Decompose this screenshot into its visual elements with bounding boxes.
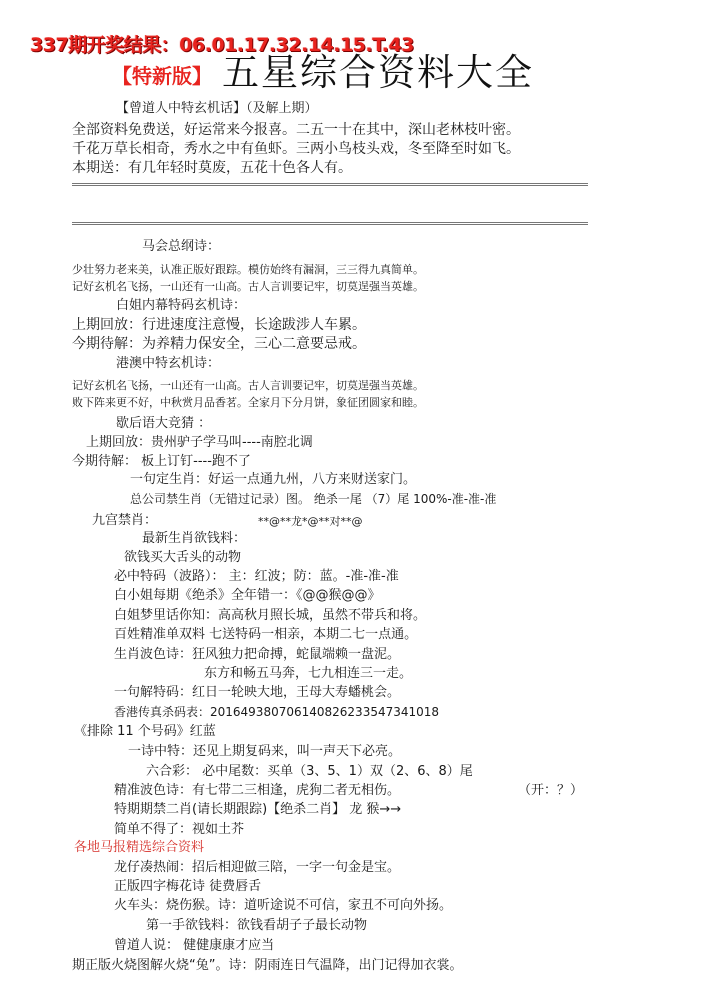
jiugong-label: 九宫禁肖：	[92, 513, 158, 528]
latest-value: 欲钱买大舌头的动物	[124, 550, 242, 565]
baixiaojie: 白小姐每期《绝杀》全年错一：《@@猴@@》	[114, 588, 381, 603]
intro-line-2: 千花万草长相奇，秀水之中有鱼虾。三两小鸟枝头戏，冬至降至时如飞。	[72, 141, 520, 157]
baijie-heading: 白姐内幕特码玄机诗：	[116, 298, 247, 313]
kai: （开：？）	[518, 783, 584, 798]
zengdaoren: 曾道人说： 健健康康才应当	[114, 938, 275, 953]
yishi: 一诗中特：还见上期复码来，叫一声天下必亮。	[128, 744, 402, 759]
yijuding: 一句定生肖：好运一点通九州，八方来财送家门。	[130, 472, 417, 487]
techu: 特期期禁二肖(请长期跟踪)【绝杀二肖】 龙 猴→→	[114, 802, 402, 817]
jinsheng: 总公司禁生肖（无错过记录）图。 绝杀一尾 （7）尾 100%-准-准-准	[130, 492, 497, 506]
intro-line-3: 本期送：有几年轻时莫废，五花十色各人有。	[72, 160, 352, 176]
divider-1	[72, 183, 588, 189]
zhengban: 正版四字梅花诗 徒费唇舌	[114, 879, 262, 894]
jiandan: 简单不得了：视如土芥	[114, 822, 245, 837]
intro-heading: 【曾道人中特玄机话】（及解上期）	[116, 101, 318, 116]
xiehouyu-heading: 歇后语大竞猜 ：	[116, 416, 212, 431]
yijujie: 一句解特码：红日一轮映大地，王母大寿蟠桃会。	[114, 685, 401, 700]
longzai: 龙仔凑热闹：招后相迎做三陪，一字一句金是宝。	[114, 860, 401, 875]
gedi-heading: 各地马报精选综合资料	[74, 840, 205, 855]
mengyu: 白姐梦里话你知：高高秋月照长城，虽然不带兵和将。	[114, 608, 427, 623]
liuhecai: 六合彩： 必中尾数：买单（3、5、1）双（2、6、8）尾	[146, 764, 473, 779]
hkmacau-line-2: 败下阵来更不好，中秋赏月品香茗。全家月下分月饼，象征团圆家和睦。	[72, 396, 424, 409]
jiugong-value: **@**龙*@**对**@	[258, 515, 363, 528]
shengxiao-bose-1: 生肖波色诗：狂风独力把命搏，蛇鼠端赖一盘泥。	[114, 647, 401, 662]
page-title: 五星综合资料大全	[222, 51, 534, 94]
horse-line-2: 记好玄机名飞扬，一山还有一山高。古人言训要记牢，切莫逞强当英雄。	[72, 280, 424, 293]
huoche: 火车头：烧伤猴。诗：道听途说不可信，家丑不可向外扬。	[114, 898, 453, 913]
xiehouyu-last: 上期回放：贵州驴子学马叫----南腔北调	[86, 435, 313, 450]
hk-code: 香港传真杀码表：20164938070614082623354734​1018	[114, 705, 440, 719]
huoshao: 期正版火烧图解火烧“兔”。诗：阴雨连日气温降，出门记得加衣裳。	[72, 958, 463, 973]
draw-result-banner: 337期开奖结果：06.01.17.32.14.15.T.43	[30, 34, 414, 56]
baijie-now: 今期待解：为养精力保安全，三心二意要忌戒。	[72, 336, 366, 352]
diyishou: 第一手欲钱料：欲钱看胡子子最长动物	[146, 918, 368, 933]
latest-heading: 最新生肖欲钱料：	[142, 531, 247, 546]
hkmacau-heading: 港澳中特玄机诗：	[116, 356, 221, 371]
baijie-last: 上期回放：行进速度注意慢，长途跋涉人车累。	[72, 317, 366, 333]
hkmacau-line-1: 记好玄机名飞扬，一山还有一山高。古人言训要记牢，切莫逞强当英雄。	[72, 379, 424, 392]
paichu: 《排除 11 个号码》红蓝	[74, 724, 216, 739]
horse-line-1: 少壮努力老来美，认准正版好跟踪。模仿始终有漏洞，三三得九真简单。	[72, 263, 424, 276]
intro-line-1: 全部资料免费送，好运常来今报喜。二五一十在其中，深山老林枝叶密。	[72, 122, 520, 138]
xiehouyu-now: 今期待解： 板上订钉----跑不了	[72, 454, 251, 469]
baixing: 百姓精准单双料 七送特码一相亲，本期二七一点通。	[114, 627, 418, 642]
divider-2	[72, 222, 588, 228]
shengxiao-bose-2: 东方和畅五马奔，七九相连三一走。	[204, 666, 413, 681]
jingzhun-bose: 精准波色诗：有七带二三相逢，虎狗二者无相伤。	[114, 783, 401, 798]
horse-heading: 马会总纲诗：	[142, 239, 221, 254]
bozhong: 必中特码（波路）： 主：红波；防：蓝。-准-准-准	[114, 569, 399, 584]
edition-tag: 【特新版】	[112, 64, 212, 88]
